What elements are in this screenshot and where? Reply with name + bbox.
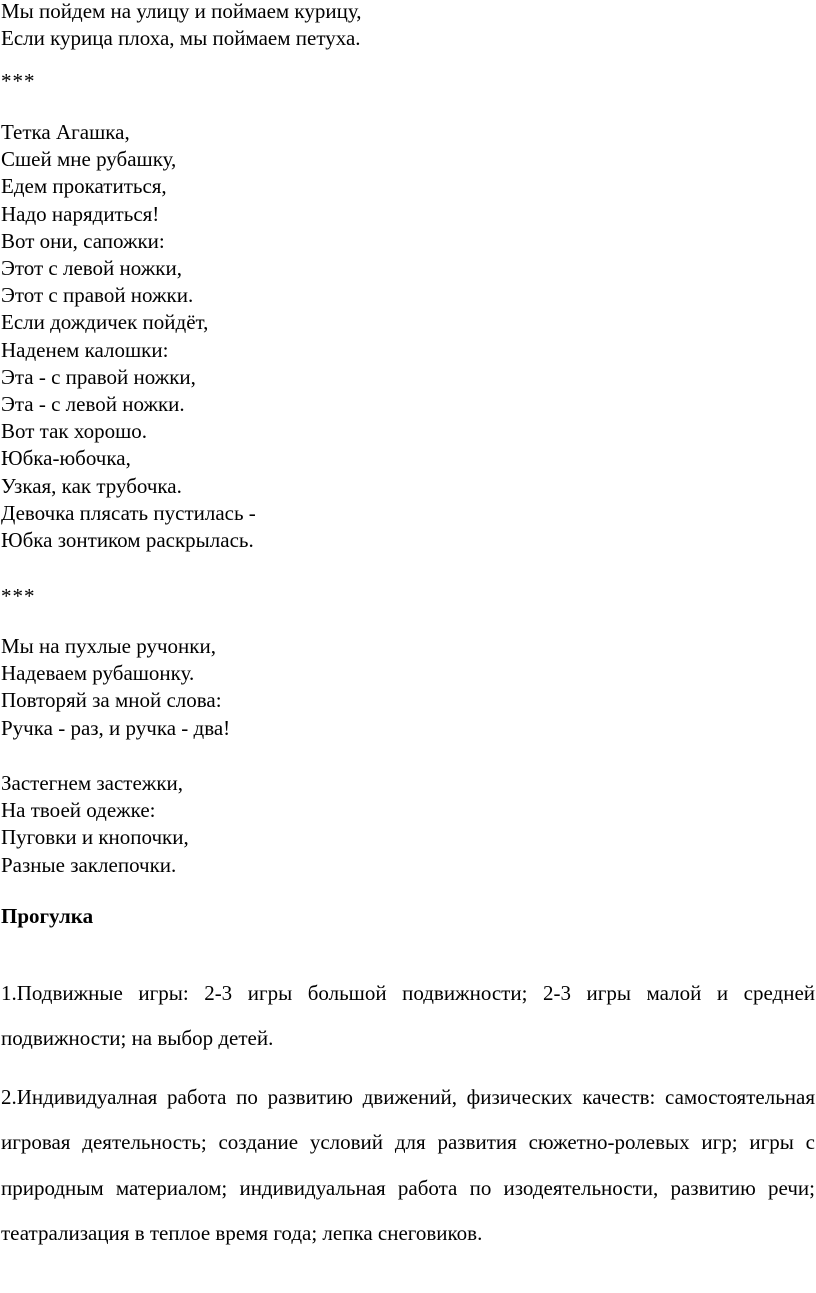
verse-line: Этот с правой ножки. xyxy=(1,283,194,308)
verse-chicken xyxy=(1,0,361,52)
paragraph-individual-work: 2.Индивидуалная работа по развитию движений, физических качеств: самостоятельная игровая деятельность; создание условий для развития сюжетно-ролевых игр; игры с природным материалом; индивидуальная работа по изодеятельности, развитию речи; театрализация в теплое время года; лепка снеговиков. xyxy=(1,1085,815,1245)
verse-line: Тетка Агашка, xyxy=(1,120,130,144)
verse-line: Мы на пухлые ручонки, xyxy=(1,634,216,658)
verse-line: Юбка-юбочка, xyxy=(1,446,131,471)
verse-line: Застегнем застежки, xyxy=(1,771,184,795)
verse-line: Разные заклепочки. xyxy=(1,852,177,877)
verse-line: Едем прокатиться, xyxy=(1,174,167,199)
verse-line: Сшей мне рубашку, xyxy=(1,147,177,172)
verse-line: Этот с левой ножки, xyxy=(1,256,182,281)
verse-line: Надо нарядиться! xyxy=(1,201,160,226)
stanza-separator: *** xyxy=(1,584,36,608)
verse-line: Ручка - раз, и ручка - два! xyxy=(1,715,231,740)
verse-line: Эта - с правой ножки, xyxy=(1,364,196,389)
verse-line: Надеваем рубашонку. xyxy=(1,661,195,686)
verse-line: Узкая, как трубочка. xyxy=(1,473,182,498)
verse-line: Юбка зонтиком раскрылась. xyxy=(1,528,254,553)
verse-line: Если курица плоха, мы поймаем петуха. xyxy=(1,26,361,51)
verse-line: Вот так хорошо. xyxy=(1,419,147,444)
verse-line: Эта - с левой ножки. xyxy=(1,392,185,417)
verse-line: Повторяй за мной слова: xyxy=(1,688,222,713)
paragraph-outdoor-games: 1.Подвижные игры: 2-3 игры большой подвижности; 2-3 игры малой и средней подвижности; на выбор детей. xyxy=(1,981,815,1051)
verse-line: Пуговки и кнопочки, xyxy=(1,825,189,850)
verse-agashka xyxy=(1,119,256,554)
section-heading: Прогулка xyxy=(1,904,94,928)
verse-line: Мы пойдем на улицу и поймаем курицу, xyxy=(1,0,362,23)
verse-line: Девочка плясать пустилась - xyxy=(1,500,256,525)
verse-line: Если дождичек пойдёт, xyxy=(1,310,209,335)
verse-line: На твоей одежке: xyxy=(1,798,156,823)
verse-line: Вот они, сапожки: xyxy=(1,228,165,253)
verse-shirt xyxy=(1,633,230,742)
stanza-separator: *** xyxy=(1,69,36,93)
verse-line: Наденем калошки: xyxy=(1,337,169,362)
verse-fasteners xyxy=(1,770,189,879)
